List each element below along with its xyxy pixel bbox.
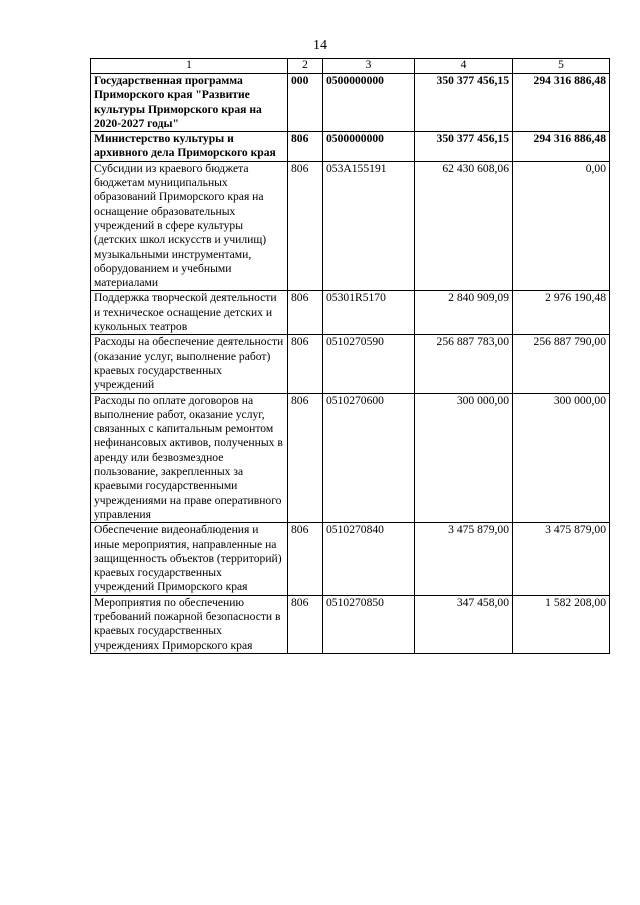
- row-target-code-cell: 0510270600: [323, 393, 415, 523]
- header-row: [91, 59, 610, 74]
- row-amount-2-cell: 2 976 190,48: [513, 291, 610, 335]
- row-amount-2-cell: 1 582 208,00: [513, 595, 610, 653]
- column-header-1: 1: [91, 59, 288, 74]
- table-row: [91, 523, 610, 595]
- row-ministry-code-cell: 806: [288, 335, 323, 393]
- row-amount-2-cell: 256 887 790,00: [513, 335, 610, 393]
- row-amount-1-cell: 350 377 456,15: [415, 74, 513, 132]
- row-ministry-code-cell: 806: [288, 523, 323, 595]
- row-name-cell: Мероприятия по обеспечению требований пожарной безопасности в краевых государственных учреждениях Приморского края: [91, 595, 288, 653]
- row-amount-2-cell: 294 316 886,48: [513, 74, 610, 132]
- row-amount-1-cell: 256 887 783,00: [415, 335, 513, 393]
- budget-table: [90, 58, 610, 654]
- row-amount-1-cell: 2 840 909,09: [415, 291, 513, 335]
- row-amount-2-cell: 294 316 886,48: [513, 132, 610, 162]
- table-row: [91, 74, 610, 132]
- row-amount-1-cell: 347 458,00: [415, 595, 513, 653]
- column-header-5: 5: [513, 59, 610, 74]
- row-ministry-code-cell: 806: [288, 595, 323, 653]
- row-target-code-cell: 053A155191: [323, 161, 415, 291]
- row-target-code-cell: 0510270850: [323, 595, 415, 653]
- row-ministry-code-cell: 806: [288, 161, 323, 291]
- row-target-code-cell: 05301R5170: [323, 291, 415, 335]
- table-row: [91, 132, 610, 162]
- column-header-2: 2: [288, 59, 323, 74]
- row-target-code-cell: 0510270840: [323, 523, 415, 595]
- row-name-cell: Поддержка творческой деятельности и техническое оснащение детских и кукольных театров: [91, 291, 288, 335]
- row-name-cell: Расходы на обеспечение деятельности (оказание услуг, выполнение работ) краевых государственных учреждений: [91, 335, 288, 393]
- row-target-code-cell: 0510270590: [323, 335, 415, 393]
- row-name-cell: Министерство культуры и архивного дела Приморского края: [91, 132, 288, 162]
- row-amount-1-cell: 350 377 456,15: [415, 132, 513, 162]
- column-header-4: 4: [415, 59, 513, 74]
- row-ministry-code-cell: 806: [288, 393, 323, 523]
- row-name-cell: Субсидии из краевого бюджета бюджетам муниципальных образований Приморского края на оснащение образовательных учреждений в сфере культуры (детских школ искусств и училищ) музыкальными инструментами, оборудованием и учебными материалами: [91, 161, 288, 291]
- table-row: [91, 595, 610, 653]
- row-ministry-code-cell: 806: [288, 291, 323, 335]
- row-amount-2-cell: 300 000,00: [513, 393, 610, 523]
- row-amount-2-cell: 3 475 879,00: [513, 523, 610, 595]
- table-row: [91, 291, 610, 335]
- row-amount-1-cell: 300 000,00: [415, 393, 513, 523]
- row-name-cell: Государственная программа Приморского края "Развитие культуры Приморского края на 2020-2027 годы": [91, 74, 288, 132]
- row-amount-2-cell: 0,00: [513, 161, 610, 291]
- row-name-cell: Расходы по оплате договоров на выполнение работ, оказание услуг, связанных с капитальным ремонтом нефинансовых активов, полученных в аренду или безвозмездное пользование, закрепленных за краевыми государственными учреждениями на праве оперативного управления: [91, 393, 288, 523]
- table-row: [91, 161, 610, 291]
- row-ministry-code-cell: 000: [288, 74, 323, 132]
- column-header-3: 3: [323, 59, 415, 74]
- table-row: [91, 335, 610, 393]
- row-target-code-cell: 0500000000: [323, 74, 415, 132]
- table-row: [91, 393, 610, 523]
- row-amount-1-cell: 3 475 879,00: [415, 523, 513, 595]
- page-number: 14: [313, 38, 327, 53]
- row-ministry-code-cell: 806: [288, 132, 323, 162]
- row-target-code-cell: 0500000000: [323, 132, 415, 162]
- row-name-cell: Обеспечение видеонаблюдения и иные мероприятия, направленные на защищенность объектов (территорий) краевых государственных учреждений Приморского края: [91, 523, 288, 595]
- row-amount-1-cell: 62 430 608,06: [415, 161, 513, 291]
